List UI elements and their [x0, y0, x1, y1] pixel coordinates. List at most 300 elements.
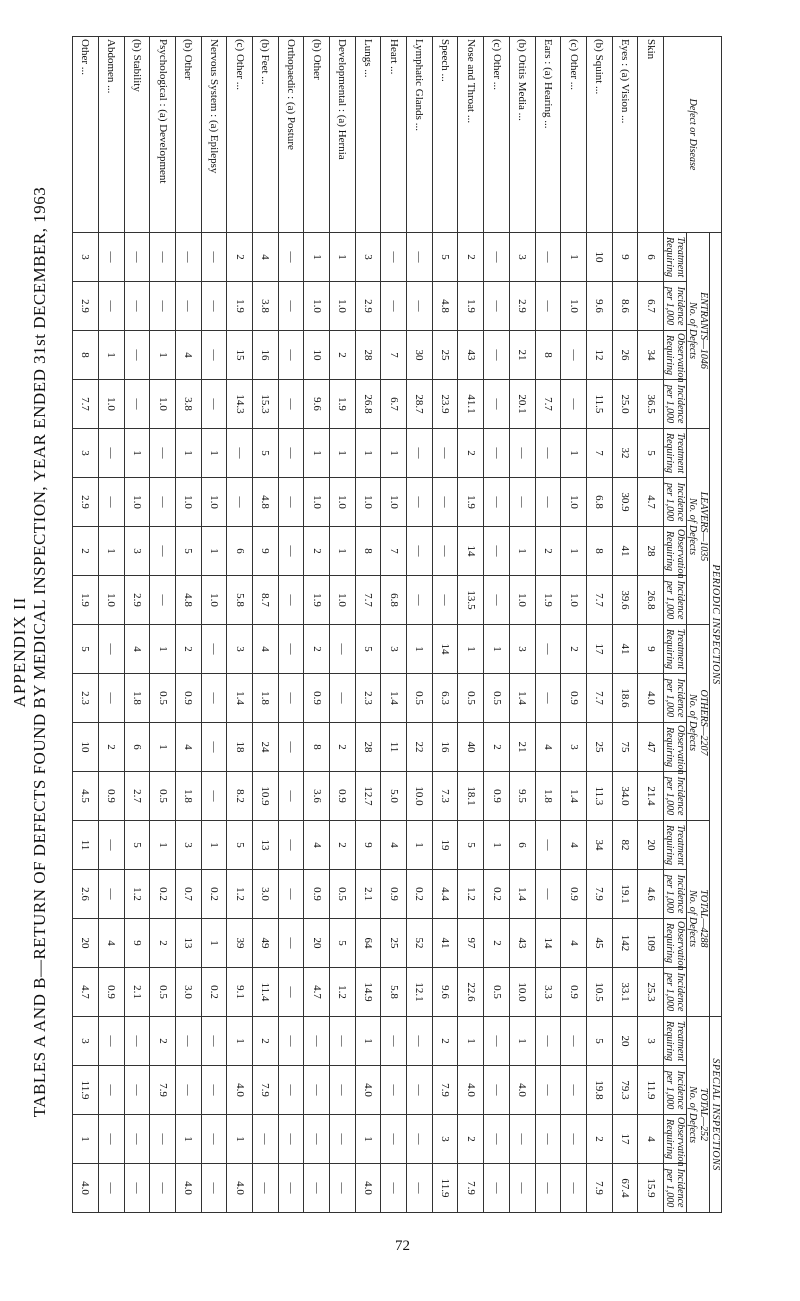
table-cell: —	[535, 282, 561, 331]
table-cell: 0.2	[407, 870, 433, 919]
table-cell: —	[278, 821, 304, 870]
table-cell: 41	[612, 527, 638, 576]
table-row	[586, 37, 612, 1213]
table-cell: —	[535, 1017, 561, 1066]
table-cell: 1.0	[201, 478, 227, 527]
table-cell: 1.8	[175, 772, 201, 821]
table-cell: 1	[355, 1017, 381, 1066]
table-cell: 1	[458, 625, 484, 674]
table-cell: 2	[330, 331, 356, 380]
table-cell: 0.9	[381, 870, 407, 919]
table-cell: —	[150, 282, 176, 331]
defect-label: (b) Feet ...	[253, 37, 279, 233]
table-cell: 4	[253, 233, 279, 282]
table-cell: 4.0	[638, 674, 664, 723]
table-cell: 1.0	[561, 282, 587, 331]
column-header: Observation Requiring	[664, 723, 687, 772]
table-cell: —	[330, 674, 356, 723]
table-cell: 1.0	[304, 282, 330, 331]
table-cell: —	[150, 429, 176, 478]
table-cell: 1	[227, 1115, 253, 1164]
table-cell: 6.8	[586, 478, 612, 527]
table-cell: 39.6	[612, 576, 638, 625]
table-cell: 9	[638, 625, 664, 674]
table-cell: 5	[355, 625, 381, 674]
table-cell: 16	[253, 331, 279, 380]
table-cell: —	[407, 1164, 433, 1213]
table-row	[381, 37, 407, 1213]
table-cell: 1.0	[381, 478, 407, 527]
table-cell: 47	[638, 723, 664, 772]
table-cell: 11.9	[432, 1164, 458, 1213]
table-cell: 7.9	[150, 1066, 176, 1115]
column-header: Incidence per 1,000	[664, 1066, 687, 1115]
table-cell: 28	[638, 527, 664, 576]
column-header: Incidence per 1,000	[664, 870, 687, 919]
table-cell: 4.6	[638, 870, 664, 919]
table-cell: 0.9	[175, 674, 201, 723]
table-cell: 0.5	[484, 674, 510, 723]
table-cell: 1.0	[330, 282, 356, 331]
table-cell: 109	[638, 919, 664, 968]
table-cell: 14	[535, 919, 561, 968]
table-cell: —	[124, 380, 150, 429]
table-row	[535, 37, 561, 1213]
table-cell: 2.3	[355, 674, 381, 723]
defect-label: Skin	[638, 37, 664, 233]
table-cell: 2	[535, 527, 561, 576]
table-cell: 1	[304, 429, 330, 478]
table-cell: 25	[381, 919, 407, 968]
column-header: Treatment Requiring	[664, 625, 687, 674]
table-cell: 3	[124, 527, 150, 576]
defect-label: Eyes : (a) Vision ...	[612, 37, 638, 233]
table-cell: —	[561, 1115, 587, 1164]
table-cell: 0.2	[201, 968, 227, 1017]
table-cell: 33.1	[612, 968, 638, 1017]
defect-label: Lymphatic Glands ...	[407, 37, 433, 233]
table-cell: 41	[432, 919, 458, 968]
table-cell: —	[201, 772, 227, 821]
table-cell: —	[98, 870, 124, 919]
defect-column-header: Defect or Disease	[664, 37, 722, 233]
table-cell: 19	[432, 821, 458, 870]
table-cell: —	[98, 478, 124, 527]
table-cell: 0.9	[561, 968, 587, 1017]
table-cell: 2	[73, 527, 99, 576]
table-row	[124, 37, 150, 1213]
table-cell: 1	[175, 1115, 201, 1164]
table-cell: 45	[586, 919, 612, 968]
table-cell: 67.4	[612, 1164, 638, 1213]
table-cell: —	[381, 282, 407, 331]
table-cell: 4.4	[432, 870, 458, 919]
table-cell: —	[535, 429, 561, 478]
table-cell: 4.7	[73, 968, 99, 1017]
table-row	[612, 37, 638, 1213]
table-cell: 1	[509, 1017, 535, 1066]
table-cell: 11.3	[586, 772, 612, 821]
table-cell: 142	[612, 919, 638, 968]
table-cell: 49	[253, 919, 279, 968]
table-row	[150, 37, 176, 1213]
table-cell: 4	[304, 821, 330, 870]
table-cell: 14	[432, 625, 458, 674]
table-cell: 8	[304, 723, 330, 772]
table-cell: 2	[458, 429, 484, 478]
table-cell: 25.3	[638, 968, 664, 1017]
table-cell: 6.8	[381, 576, 407, 625]
table-cell: 2	[304, 527, 330, 576]
table-cell: —	[98, 625, 124, 674]
table-cell: —	[407, 1017, 433, 1066]
table-cell: 5.0	[381, 772, 407, 821]
table-cell: —	[278, 674, 304, 723]
table-cell: 8	[535, 331, 561, 380]
table-row	[484, 37, 510, 1213]
table-cell: 4.0	[227, 1164, 253, 1213]
table-cell: 15	[227, 331, 253, 380]
table-cell: 7	[381, 527, 407, 576]
table-cell: 2.9	[124, 576, 150, 625]
table-row	[278, 37, 304, 1213]
table-cell: 6	[638, 233, 664, 282]
table-cell: —	[98, 1017, 124, 1066]
periodic-inspections-header: PERIODIC INSPECTIONS	[710, 233, 722, 1017]
table-cell: —	[278, 380, 304, 429]
table-cell: 7	[586, 429, 612, 478]
table-cell: 5	[73, 625, 99, 674]
table-cell: —	[484, 527, 510, 576]
table-cell: —	[150, 1164, 176, 1213]
column-header: Observation Requiring	[664, 1115, 687, 1164]
table-cell: 3	[227, 625, 253, 674]
table-cell: 1	[355, 1115, 381, 1164]
table-cell: 10	[586, 233, 612, 282]
table-cell: 6.7	[638, 282, 664, 331]
table-cell: 30	[407, 331, 433, 380]
table-cell: 1	[355, 429, 381, 478]
table-cell: 2	[484, 919, 510, 968]
table-cell: —	[509, 1164, 535, 1213]
table-cell: —	[150, 527, 176, 576]
table-cell: 1.2	[330, 968, 356, 1017]
table-cell: 4	[175, 331, 201, 380]
table-cell: —	[509, 429, 535, 478]
table-cell: 14	[458, 527, 484, 576]
table-title: TABLES A AND B—RETURN OF DEFECTS FOUND BY MEDICAL INSPECTION, YEAR ENDED 31st DECEMBER, 1963	[30, 186, 49, 1118]
defect-label: (b) Stability	[124, 37, 150, 233]
table-cell: 1	[201, 919, 227, 968]
table-cell: —	[484, 1017, 510, 1066]
table-cell: 40	[458, 723, 484, 772]
table-cell: —	[381, 1164, 407, 1213]
table-cell: 1	[73, 1115, 99, 1164]
table-cell: 7.9	[432, 1066, 458, 1115]
table-cell: 8.2	[227, 772, 253, 821]
table-cell: 25	[432, 331, 458, 380]
column-header: Incidence per 1,000	[664, 576, 687, 625]
table-cell: —	[278, 233, 304, 282]
table-cell: 79.3	[612, 1066, 638, 1115]
table-cell: —	[201, 1115, 227, 1164]
table-cell: 14.3	[227, 380, 253, 429]
table-cell: 30.9	[612, 478, 638, 527]
table-cell: 0.9	[98, 772, 124, 821]
table-cell: 1	[150, 821, 176, 870]
table-cell: 4.0	[73, 1164, 99, 1213]
table-cell: 0.5	[150, 968, 176, 1017]
table-cell: 3	[73, 233, 99, 282]
table-cell: 34	[586, 821, 612, 870]
table-cell: 4.0	[175, 1164, 201, 1213]
table-cell: 1.8	[124, 674, 150, 723]
table-row	[304, 37, 330, 1213]
column-header: Treatment Requiring	[664, 1017, 687, 1066]
table-cell: 1.9	[73, 576, 99, 625]
table-cell: 24	[253, 723, 279, 772]
table-cell: —	[227, 429, 253, 478]
table-cell: 5	[124, 821, 150, 870]
table-cell: 2	[458, 1115, 484, 1164]
table-cell: 43	[458, 331, 484, 380]
table-cell: 1	[330, 429, 356, 478]
table-cell: 8	[586, 527, 612, 576]
table-cell: 43	[509, 919, 535, 968]
table-cell: 10.0	[509, 968, 535, 1017]
table-cell: 1	[124, 429, 150, 478]
table-cell: 6.7	[381, 380, 407, 429]
table-cell: 2.6	[73, 870, 99, 919]
table-cell: 9.5	[509, 772, 535, 821]
table-cell: 16	[432, 723, 458, 772]
table-cell: 1.2	[124, 870, 150, 919]
table-cell: —	[278, 772, 304, 821]
table-cell: 4.7	[638, 478, 664, 527]
table-cell: 1.4	[227, 674, 253, 723]
defects-table-body	[73, 37, 664, 1213]
table-cell: 0.5	[150, 772, 176, 821]
table-cell: 39	[227, 919, 253, 968]
table-cell: —	[175, 1066, 201, 1115]
table-cell: —	[150, 576, 176, 625]
table-cell: —	[561, 1017, 587, 1066]
table-cell: 2	[150, 919, 176, 968]
table-cell: 7.7	[73, 380, 99, 429]
table-cell: 1.4	[561, 772, 587, 821]
table-cell: 21	[509, 723, 535, 772]
table-cell: 5	[432, 233, 458, 282]
table-cell: —	[98, 674, 124, 723]
table-cell: 1	[407, 821, 433, 870]
table-cell: 3.6	[304, 772, 330, 821]
table-cell: 13	[175, 919, 201, 968]
table-cell: 4.0	[227, 1066, 253, 1115]
table-cell: 3.0	[253, 870, 279, 919]
table-cell: 25	[586, 723, 612, 772]
table-cell: 1.9	[304, 576, 330, 625]
table-cell: 20	[612, 1017, 638, 1066]
table-cell: —	[432, 576, 458, 625]
table-cell: 2.9	[509, 282, 535, 331]
table-cell: 0.9	[561, 674, 587, 723]
table-cell: —	[98, 1115, 124, 1164]
table-cell: —	[561, 1164, 587, 1213]
table-cell: 4	[175, 723, 201, 772]
table-cell: 4	[638, 1115, 664, 1164]
table-cell: —	[535, 870, 561, 919]
table-cell: 9.1	[227, 968, 253, 1017]
table-cell: 4.8	[175, 576, 201, 625]
table-cell: 1.0	[98, 576, 124, 625]
table-cell: 2	[253, 1017, 279, 1066]
table-cell: 0.9	[484, 772, 510, 821]
page-number: 72	[395, 1238, 410, 1254]
table-row	[407, 37, 433, 1213]
table-cell: 2.9	[355, 282, 381, 331]
table-cell: 0.2	[150, 870, 176, 919]
table-cell: 4	[561, 919, 587, 968]
table-cell: —	[278, 282, 304, 331]
table-cell: 12.1	[407, 968, 433, 1017]
table-cell: 34.0	[612, 772, 638, 821]
table-cell: —	[124, 1115, 150, 1164]
table-cell: 3.3	[535, 968, 561, 1017]
table-cell: —	[150, 233, 176, 282]
special-total-header: TOTAL—252 No. of Defects	[687, 1017, 710, 1213]
table-cell: 3	[355, 233, 381, 282]
table-cell: —	[509, 1115, 535, 1164]
table-cell: —	[124, 233, 150, 282]
table-cell: 9	[612, 233, 638, 282]
table-cell: 5	[175, 527, 201, 576]
column-header: Observation Requiring	[664, 527, 687, 576]
table-cell: 97	[458, 919, 484, 968]
table-cell: 4	[535, 723, 561, 772]
table-cell: —	[175, 282, 201, 331]
table-cell: 3	[73, 429, 99, 478]
table-cell: —	[407, 233, 433, 282]
table-cell: 12.7	[355, 772, 381, 821]
table-cell: —	[150, 478, 176, 527]
defect-label: Developmental : (a) Hernia	[330, 37, 356, 233]
table-cell: —	[278, 1115, 304, 1164]
table-cell: 9.6	[586, 282, 612, 331]
table-cell: —	[561, 1066, 587, 1115]
table-cell: 1	[330, 527, 356, 576]
table-cell: 75	[612, 723, 638, 772]
table-cell: 4.5	[73, 772, 99, 821]
table-cell: —	[278, 527, 304, 576]
table-cell: 2	[432, 1017, 458, 1066]
defect-label: (c) Other ...	[227, 37, 253, 233]
table-cell: 1	[458, 1017, 484, 1066]
table-cell: 1.0	[175, 478, 201, 527]
table-cell: —	[98, 1164, 124, 1213]
defect-label: Heart ...	[381, 37, 407, 233]
table-cell: 15.3	[253, 380, 279, 429]
table-cell: —	[201, 380, 227, 429]
table-cell: 0.2	[484, 870, 510, 919]
table-cell: —	[484, 429, 510, 478]
table-cell: —	[124, 331, 150, 380]
table-cell: 4	[561, 821, 587, 870]
table-cell: —	[278, 870, 304, 919]
table-cell: —	[278, 478, 304, 527]
table-cell: 1	[381, 429, 407, 478]
table-cell: 1	[484, 821, 510, 870]
table-cell: 14.9	[355, 968, 381, 1017]
table-cell: —	[535, 233, 561, 282]
table-cell: 19.8	[586, 1066, 612, 1115]
table-cell: —	[278, 1066, 304, 1115]
table-cell: 9.6	[432, 968, 458, 1017]
table-cell: —	[407, 576, 433, 625]
special-inspections-header: SPECIAL INSPECTIONS	[710, 1017, 722, 1213]
table-cell: 82	[612, 821, 638, 870]
table-cell: 1.9	[227, 282, 253, 331]
table-cell: —	[484, 282, 510, 331]
defects-table	[72, 36, 722, 1213]
table-cell: 1.0	[201, 576, 227, 625]
table-cell: —	[535, 625, 561, 674]
table-cell: —	[330, 1066, 356, 1115]
table-cell: 2.9	[73, 478, 99, 527]
table-cell: 1.2	[458, 870, 484, 919]
column-header: Treatment Requiring	[664, 233, 687, 282]
table-cell: 5	[458, 821, 484, 870]
table-cell: 2.3	[73, 674, 99, 723]
table-cell: —	[278, 723, 304, 772]
table-cell: 1.9	[330, 380, 356, 429]
table-cell: 5.8	[381, 968, 407, 1017]
table-cell: 4	[253, 625, 279, 674]
table-cell: 5	[586, 1017, 612, 1066]
table-cell: 5	[330, 919, 356, 968]
table-cell: —	[304, 1017, 330, 1066]
table-cell: —	[278, 331, 304, 380]
table-cell: —	[432, 527, 458, 576]
column-header: Incidence per 1,000	[664, 282, 687, 331]
table-row	[330, 37, 356, 1213]
table-cell: 17	[586, 625, 612, 674]
table-cell: 1	[484, 625, 510, 674]
table-cell: 1.4	[381, 674, 407, 723]
table-cell: 20.1	[509, 380, 535, 429]
table-row	[253, 37, 279, 1213]
table-cell: 9	[355, 821, 381, 870]
table-cell: 1	[561, 527, 587, 576]
table-cell: 4.7	[304, 968, 330, 1017]
table-cell: 2.7	[124, 772, 150, 821]
table-cell: 26.8	[638, 576, 664, 625]
table-cell: 2	[484, 723, 510, 772]
table-cell: —	[381, 1115, 407, 1164]
table-cell: 0.5	[484, 968, 510, 1017]
table-cell: —	[535, 1066, 561, 1115]
table-cell: 1.0	[561, 576, 587, 625]
table-cell: —	[407, 1115, 433, 1164]
defect-label: Abdomen ...	[98, 37, 124, 233]
table-cell: 0.9	[330, 772, 356, 821]
table-cell: 1.0	[98, 380, 124, 429]
table-cell: 9	[124, 919, 150, 968]
table-cell: 2	[458, 233, 484, 282]
table-cell: —	[278, 625, 304, 674]
table-cell: 5	[638, 429, 664, 478]
table-row	[561, 37, 587, 1213]
table-cell: 4.8	[432, 282, 458, 331]
